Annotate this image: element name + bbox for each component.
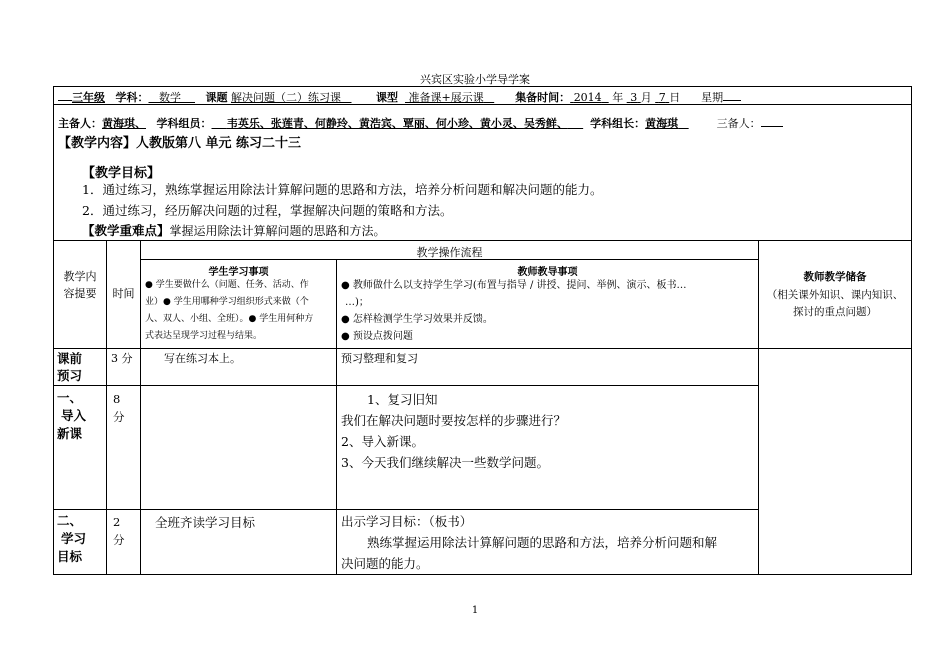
reserve-header: 教师教学储备 <box>803 271 867 283</box>
key-points-label: 【教学重难点】 <box>82 223 170 238</box>
grade-value: 三年级 <box>72 91 105 104</box>
outline-header-line-2: 容提要 <box>63 287 97 300</box>
col-line-2 <box>140 240 141 575</box>
row1-teacher: 预习整理和复习 <box>341 352 418 365</box>
teacher-desc-line-4: ● 预设点拨问题 <box>341 331 413 342</box>
teacher-desc-line-1: ● 教师做什么以支持学生学习(布置与指导 / 讲授、提问、举例、演示、板书… <box>341 280 687 291</box>
student-desc <box>145 277 335 345</box>
row2-stage-line-2: 导入 <box>61 408 87 423</box>
year-unit: 年 <box>612 91 624 104</box>
subject-label: 学科： <box>115 91 149 104</box>
row3-teacher-line-3: 决问题的能力。 <box>341 556 429 571</box>
table-header-bottom <box>53 348 912 349</box>
goal-item-2: 2．通过练习，经历解决问题的过程，掌握解决问题的策略和方法。 <box>82 203 453 218</box>
row3-student: 全班齐读学习目标 <box>155 515 256 530</box>
teaching-content: 【教学内容】人教版第八 单元 练习二十三 <box>58 136 302 151</box>
row3-stage-line-3: 目标 <box>57 549 83 564</box>
subject-value: 数学 <box>159 91 181 104</box>
row2-teacher <box>341 389 757 473</box>
student-header: 学生学习事项 <box>208 267 269 278</box>
frame-bottom <box>53 574 912 575</box>
row2-time-line-1: 8 <box>113 392 121 406</box>
goals-heading: 【教学目标】 <box>82 166 161 181</box>
row3-stage <box>57 512 105 566</box>
row3-teacher-line-2: 熟练掌握运用除法计算解问题的思路和方法，培养分析问题和解 <box>367 535 718 550</box>
row2-time-line-2: 分 <box>113 410 125 424</box>
row2-teacher-line-2: 我们在解决问题时要按怎样的步骤进行？ <box>341 413 567 428</box>
student-desc-line-3: 人、双人、小组、全班）。● 学生用何种方 <box>145 314 314 324</box>
frame-top <box>53 86 912 87</box>
row1-stage-line-1: 课前 <box>57 351 83 366</box>
day-value: 7 <box>658 91 666 104</box>
type-value: 准备课+展示课 <box>408 91 484 104</box>
outline-header <box>54 268 106 302</box>
month-value: 3 <box>630 91 638 104</box>
time-label: 集备时间： <box>515 91 571 104</box>
student-desc-line-4: 式表达呈现学习过程与结果。 <box>145 331 263 341</box>
frame-left <box>53 86 54 575</box>
row3-teacher <box>341 511 757 574</box>
row2-teacher-line-4: 3、今天我们继续解决一些数学问题。 <box>341 455 549 470</box>
row2-stage-line-3: 新课 <box>57 426 83 441</box>
page-number: 1 <box>471 605 479 616</box>
topic-label: 课题 <box>205 91 228 104</box>
row2-stage-line-1: 一、 <box>57 390 83 405</box>
row2-stage <box>57 389 105 443</box>
leader-label: 学科组长： <box>590 117 646 130</box>
document-title: 兴宾区实验小学导学案 <box>420 73 530 86</box>
row1-time: 3 分 <box>111 352 133 365</box>
col-line-3 <box>336 259 337 575</box>
reserve-desc-line-1: （相关课外知识、课内知识、 <box>766 289 904 301</box>
weekday-label: 星期 <box>701 91 724 104</box>
year-value: 2014 <box>573 91 602 104</box>
student-desc-line-2: 业）● 学生用哪种学习组织形式来做（个 <box>145 297 309 307</box>
preparer-label: 主备人： <box>58 117 102 130</box>
reserve-desc <box>759 287 911 321</box>
row2-bottom <box>53 509 758 510</box>
third-label: 三备人： <box>716 117 761 130</box>
members-value: 韦英乐、张莲青、何静玲、黄浩宾、覃丽、何小珍、黄小灵、吴秀鲜、 <box>226 117 568 130</box>
row3-time <box>113 513 125 549</box>
reserve-desc-line-2: 探讨的重点问题） <box>793 306 877 318</box>
row3-teacher-line-1: 出示学习目标：（板书） <box>341 514 473 529</box>
key-points-text: 掌握运用除法计算解问题的思路和方法。 <box>169 224 386 238</box>
row3-time-line-2: 分 <box>113 533 125 547</box>
row2-time <box>113 390 125 426</box>
topic-value: 解决问题（二）练习课 <box>231 91 341 104</box>
preparer-value: 黄海琪、 <box>102 117 146 130</box>
people-row <box>58 115 783 131</box>
row1-student: 写在练习本上。 <box>164 352 241 365</box>
month-unit: 月 <box>640 91 652 104</box>
leader-value: 黄海琪 <box>645 117 679 130</box>
teacher-header: 教师教导事项 <box>517 267 578 278</box>
row1-stage-line-2: 预习 <box>57 368 83 383</box>
row3-time-line-1: 2 <box>113 515 121 529</box>
row1-stage <box>57 350 105 384</box>
row2-teacher-line-1: 1、复习旧知 <box>367 392 438 407</box>
teacher-desc-line-3: ● 怎样检测学生学习效果并反馈。 <box>341 314 493 325</box>
row1-bottom <box>53 385 758 386</box>
flow-header: 教学操作流程 <box>416 246 483 259</box>
day-unit: 日 <box>669 91 681 104</box>
student-desc-line-1: ● 学生要做什么（问题、任务、活动、作 <box>145 280 309 290</box>
row3-stage-line-2: 学习 <box>61 531 87 546</box>
teacher-desc-line-2: …)； <box>345 297 369 308</box>
teacher-desc <box>341 277 757 345</box>
members-label: 学科组员： <box>156 117 212 130</box>
type-label: 课型 <box>375 91 398 104</box>
goal-item-1: 1．通过练习，熟练掌握运用除法计算解问题的思路和方法，培养分析问题和解决问题的能力。 <box>82 182 603 197</box>
frame-right <box>911 86 912 575</box>
outline-header-line-1: 教学内 <box>63 270 97 283</box>
header-row <box>58 89 741 105</box>
table-top-line <box>53 240 912 241</box>
key-points <box>82 221 386 239</box>
row2-teacher-line-3: 2、导入新课。 <box>341 434 424 449</box>
time-header: 时间 <box>112 287 135 300</box>
row3-stage-line-1: 二、 <box>57 513 83 528</box>
